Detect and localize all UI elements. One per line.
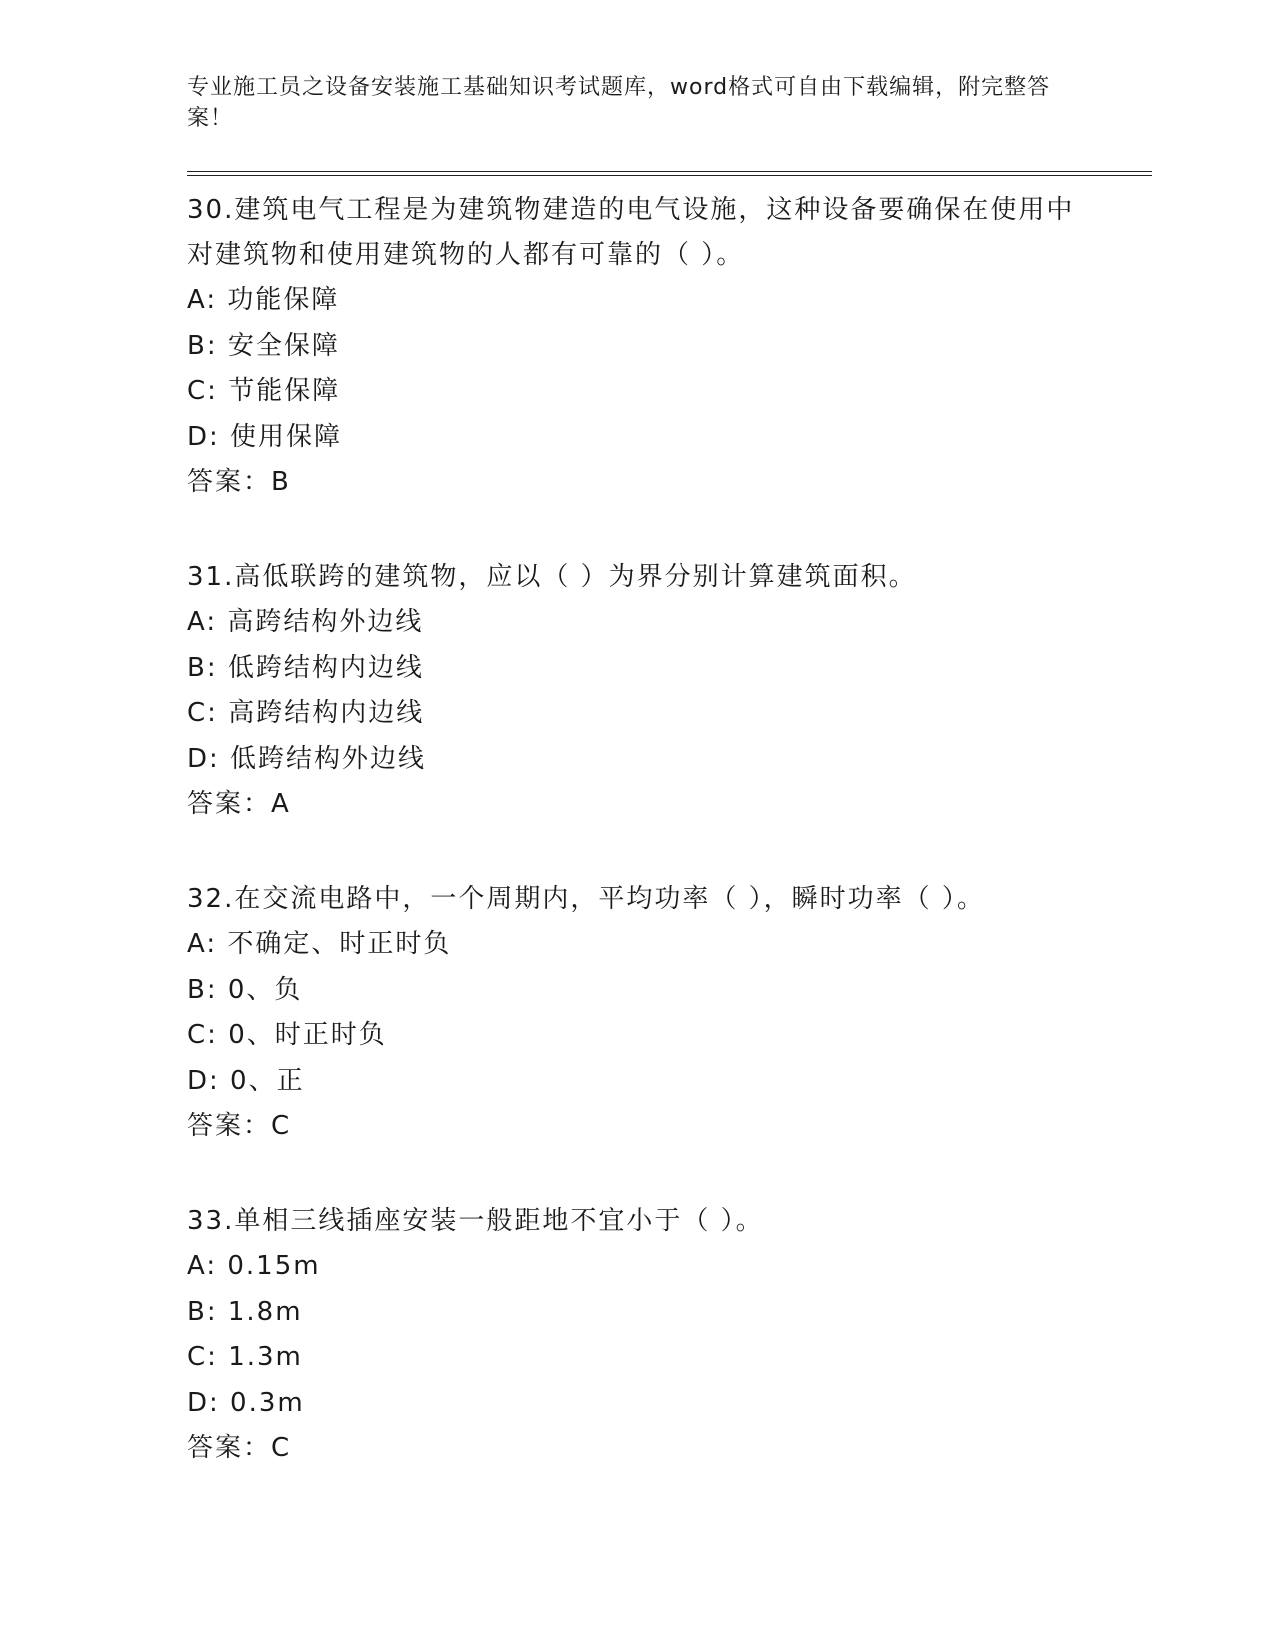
answer-line: 答案：C <box>187 1433 292 1463</box>
option-d <box>187 737 1152 783</box>
option-c <box>187 1335 1152 1381</box>
option-key: D: <box>187 743 220 774</box>
option-key: B: <box>187 652 218 683</box>
option-text: 高跨结构内边线 <box>228 698 425 728</box>
option-c <box>187 691 1152 737</box>
answer-line: 答案：B <box>187 467 291 497</box>
option-key: A: <box>187 929 218 959</box>
option-key: A: <box>187 607 218 637</box>
option-text: 0、时正时负 <box>228 1020 387 1050</box>
option-a <box>187 278 1152 324</box>
question-32 <box>187 877 1152 1149</box>
option-b <box>187 968 1152 1014</box>
option-a <box>187 1244 1152 1290</box>
option-key: B: <box>187 974 218 1005</box>
option-text: 低跨结构外边线 <box>230 743 427 774</box>
answer-line: 答案：C <box>187 1111 292 1141</box>
option-text: 不确定、时正时负 <box>227 929 452 959</box>
option-a <box>187 922 1152 968</box>
option-key: D: <box>187 421 220 452</box>
option-key: C: <box>187 376 218 406</box>
question-stem: 31.高低联跨的建筑物，应以（ ）为界分别计算建筑面积。 <box>187 562 917 592</box>
option-text: 高跨结构外边线 <box>227 607 424 637</box>
option-key: D: <box>187 1387 220 1418</box>
option-b <box>187 646 1152 692</box>
question-stem: 32.在交流电路中，一个周期内，平均功率（ ），瞬时功率（ ）。 <box>187 884 985 914</box>
option-key: A: <box>187 285 218 315</box>
option-key: C: <box>187 1020 218 1050</box>
option-key: B: <box>187 1296 218 1327</box>
option-d <box>187 1059 1152 1105</box>
option-c <box>187 369 1152 415</box>
option-text: 1.3m <box>228 1342 303 1372</box>
option-key: D: <box>187 1065 220 1096</box>
option-text: 1.8m <box>227 1296 303 1327</box>
document-page <box>187 72 1152 1471</box>
option-text: 0.15m <box>227 1251 321 1281</box>
option-text: 低跨结构内边线 <box>227 652 424 683</box>
option-text: 0、负 <box>227 974 303 1005</box>
header-divider <box>187 171 1152 176</box>
option-key: A: <box>187 1251 218 1281</box>
option-b <box>187 1290 1152 1336</box>
question-stem: 30.建筑电气工程是为建筑物建造的电气设施，这种设备要确保在使用中对建筑物和使用建筑物的人都有可靠的（ ）。 <box>187 195 1075 270</box>
option-text: 安全保障 <box>227 330 340 361</box>
option-key: B: <box>187 330 218 361</box>
option-text: 功能保障 <box>227 285 340 315</box>
answer-line: 答案：A <box>187 789 291 819</box>
option-text: 0.3m <box>230 1387 305 1418</box>
option-text: 0、正 <box>230 1065 305 1096</box>
option-a <box>187 600 1152 646</box>
option-d <box>187 415 1152 461</box>
option-text: 节能保障 <box>228 376 341 406</box>
option-c <box>187 1013 1152 1059</box>
question-33 <box>187 1199 1152 1471</box>
option-text: 使用保障 <box>230 421 343 452</box>
question-stem: 33.单相三线插座安装一般距地不宜小于（ ）。 <box>187 1206 764 1236</box>
option-b <box>187 324 1152 370</box>
question-31 <box>187 555 1152 827</box>
option-d <box>187 1381 1152 1427</box>
document-header: 专业施工员之设备安装施工基础知识考试题库，word格式可自由下载编辑，附完整答案！ <box>187 75 1051 131</box>
question-30 <box>187 188 1152 505</box>
option-key: C: <box>187 698 218 728</box>
option-key: C: <box>187 1342 218 1372</box>
